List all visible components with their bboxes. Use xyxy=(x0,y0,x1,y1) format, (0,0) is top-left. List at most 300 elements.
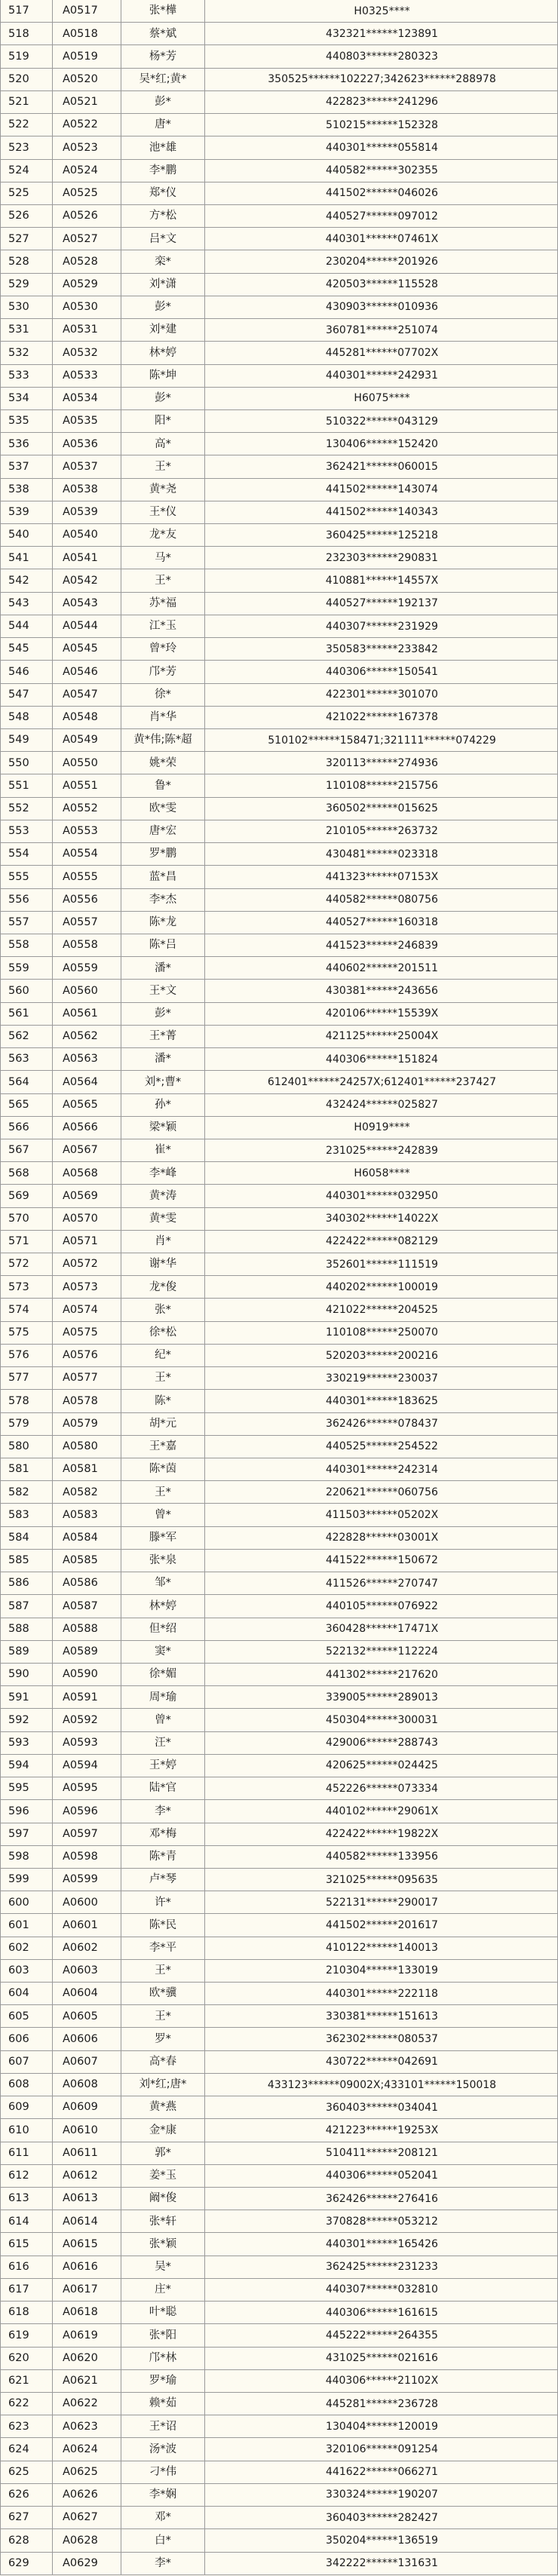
id-number-cell: 362421******060015 xyxy=(205,455,558,478)
row-number-cell: 592 xyxy=(1,1709,53,1731)
row-number-cell: 626 xyxy=(1,2484,53,2507)
name-cell: 肖* xyxy=(121,1231,205,1253)
id-number-cell: H6058**** xyxy=(205,1162,558,1185)
code-cell: A0542 xyxy=(53,569,121,592)
row-number-cell: 558 xyxy=(1,934,53,957)
row-number-cell: 528 xyxy=(1,250,53,273)
name-cell: 陈*民 xyxy=(121,1914,205,1937)
row-number-cell: 583 xyxy=(1,1504,53,1526)
id-number-cell: 410122******140013 xyxy=(205,1937,558,1960)
code-cell: A0544 xyxy=(53,615,121,638)
code-cell: A0599 xyxy=(53,1869,121,1891)
row-number-cell: 572 xyxy=(1,1253,53,1276)
row-number-cell: 616 xyxy=(1,2256,53,2279)
code-cell: A0519 xyxy=(53,45,121,68)
id-number-cell: 360781******251074 xyxy=(205,319,558,342)
name-cell: 林*婷 xyxy=(121,1595,205,1618)
name-cell: 郑*仪 xyxy=(121,182,205,205)
id-number-cell: 230204******201926 xyxy=(205,250,558,273)
code-cell: A0596 xyxy=(53,1800,121,1823)
name-cell: 邹* xyxy=(121,1572,205,1595)
id-number-cell: 342222******131631 xyxy=(205,2553,558,2575)
name-cell: 欧*雯 xyxy=(121,798,205,820)
row-number-cell: 532 xyxy=(1,342,53,364)
id-number-cell: 522131******290017 xyxy=(205,1891,558,1914)
row-number-cell: 519 xyxy=(1,45,53,68)
row-number-cell: 559 xyxy=(1,957,53,980)
id-number-cell: 452226******073334 xyxy=(205,1777,558,1800)
row-number-cell: 574 xyxy=(1,1299,53,1321)
code-cell: A0608 xyxy=(53,2074,121,2096)
id-number-cell: 370828******053212 xyxy=(205,2210,558,2233)
id-number-cell: 441523******246839 xyxy=(205,934,558,957)
name-cell: 郭* xyxy=(121,2142,205,2165)
code-cell: A0570 xyxy=(53,1208,121,1231)
id-number-cell: 420106******15539X xyxy=(205,1003,558,1026)
name-cell: 王*婷 xyxy=(121,1755,205,1777)
row-number-cell: 542 xyxy=(1,569,53,592)
id-number-cell: 360502******015625 xyxy=(205,798,558,820)
row-number-cell: 536 xyxy=(1,433,53,455)
code-cell: A0611 xyxy=(53,2142,121,2165)
row-number-cell: 588 xyxy=(1,1618,53,1641)
row-number-cell: 573 xyxy=(1,1276,53,1299)
row-number-cell: 526 xyxy=(1,205,53,228)
code-cell: A0575 xyxy=(53,1322,121,1345)
id-number-cell: 431025******021616 xyxy=(205,2348,558,2370)
name-cell: 张* xyxy=(121,1299,205,1321)
id-number-cell: 441522******150672 xyxy=(205,1550,558,1572)
row-number-cell: 577 xyxy=(1,1367,53,1390)
id-number-cell: 440301******183625 xyxy=(205,1390,558,1412)
row-number-cell: 523 xyxy=(1,136,53,159)
code-cell: A0522 xyxy=(53,114,121,136)
row-number-cell: 547 xyxy=(1,684,53,707)
id-number-cell: 410881******14557X xyxy=(205,569,558,592)
id-number-cell: 130404******120019 xyxy=(205,2415,558,2438)
code-cell: A0518 xyxy=(53,23,121,45)
name-cell: 王*嘉 xyxy=(121,1436,205,1458)
id-number-cell: 510411******208121 xyxy=(205,2142,558,2165)
id-number-cell: 362426******078437 xyxy=(205,1413,558,1436)
name-cell: 梁*颖 xyxy=(121,1117,205,1139)
id-number-cell: 430903******010936 xyxy=(205,296,558,319)
id-number-cell: 350204******136519 xyxy=(205,2529,558,2552)
name-cell: 纪* xyxy=(121,1345,205,1367)
id-number-cell: 350583******233842 xyxy=(205,638,558,661)
name-cell: 肖*华 xyxy=(121,707,205,729)
row-number-cell: 613 xyxy=(1,2188,53,2210)
name-cell: 刁*伟 xyxy=(121,2461,205,2484)
name-cell: 江*玉 xyxy=(121,615,205,638)
name-cell: 陈*坤 xyxy=(121,365,205,388)
code-cell: A0615 xyxy=(53,2233,121,2256)
id-number-cell: 421223******19253X xyxy=(205,2119,558,2142)
code-cell: A0619 xyxy=(53,2324,121,2347)
id-number-cell: 350525******102227;342623******288978 xyxy=(205,69,558,91)
code-cell: A0531 xyxy=(53,319,121,342)
name-cell: 卢*琴 xyxy=(121,1869,205,1891)
id-number-cell: 441502******201617 xyxy=(205,1914,558,1937)
code-cell: A0538 xyxy=(53,479,121,501)
code-cell: A0583 xyxy=(53,1504,121,1526)
name-cell: 陈*茵 xyxy=(121,1458,205,1481)
name-cell: 邓*梅 xyxy=(121,1823,205,1846)
code-cell: A0595 xyxy=(53,1777,121,1800)
row-number-cell: 564 xyxy=(1,1071,53,1093)
code-cell: A0537 xyxy=(53,455,121,478)
name-cell: 潘* xyxy=(121,957,205,980)
row-number-cell: 518 xyxy=(1,23,53,45)
name-cell: 王*菁 xyxy=(121,1026,205,1048)
id-number-cell: 520203******200216 xyxy=(205,1345,558,1367)
row-number-cell: 544 xyxy=(1,615,53,638)
row-number-cell: 539 xyxy=(1,501,53,524)
name-cell: 龙*友 xyxy=(121,524,205,547)
name-cell: 陆*官 xyxy=(121,1777,205,1800)
id-number-cell: 432321******123891 xyxy=(205,23,558,45)
id-number-cell: 440527******192137 xyxy=(205,593,558,615)
id-number-cell: 441502******046026 xyxy=(205,182,558,205)
id-number-cell: 422828******03001X xyxy=(205,1527,558,1550)
code-cell: A0563 xyxy=(53,1048,121,1071)
code-cell: A0554 xyxy=(53,843,121,866)
name-cell: 王* xyxy=(121,1960,205,1983)
id-number-cell: 440602******201511 xyxy=(205,957,558,980)
name-cell: 陈*青 xyxy=(121,1846,205,1869)
id-number-cell: 440301******032950 xyxy=(205,1185,558,1207)
row-number-cell: 534 xyxy=(1,388,53,410)
row-number-cell: 567 xyxy=(1,1139,53,1162)
row-number-cell: 565 xyxy=(1,1094,53,1117)
name-cell: 阳* xyxy=(121,410,205,433)
name-cell: 姚*荣 xyxy=(121,752,205,774)
code-cell: A0603 xyxy=(53,1960,121,1983)
code-cell: A0521 xyxy=(53,91,121,114)
row-number-cell: 555 xyxy=(1,866,53,888)
row-number-cell: 618 xyxy=(1,2302,53,2324)
name-cell: 蔡*斌 xyxy=(121,23,205,45)
id-number-cell: 360428******17471X xyxy=(205,1618,558,1641)
name-cell: 苏*福 xyxy=(121,593,205,615)
name-cell: 邝*林 xyxy=(121,2348,205,2370)
name-cell: 高*春 xyxy=(121,2051,205,2074)
row-number-cell: 608 xyxy=(1,2074,53,2096)
code-cell: A0569 xyxy=(53,1185,121,1207)
name-cell: 马* xyxy=(121,547,205,569)
code-cell: A0524 xyxy=(53,160,121,182)
id-number-cell: 231025******242839 xyxy=(205,1139,558,1162)
name-cell: 林*婷 xyxy=(121,342,205,364)
id-number-cell: 430722******042691 xyxy=(205,2051,558,2074)
id-number-cell: 429006******288743 xyxy=(205,1732,558,1755)
id-number-cell: 421022******167378 xyxy=(205,707,558,729)
name-cell: 龙*俊 xyxy=(121,1276,205,1299)
name-cell: 黄*尧 xyxy=(121,479,205,501)
id-number-cell: 440582******302355 xyxy=(205,160,558,182)
id-number-cell: 360403******034041 xyxy=(205,2096,558,2119)
row-number-cell: 566 xyxy=(1,1117,53,1139)
id-number-cell: 440301******165426 xyxy=(205,2233,558,2256)
row-number-cell: 543 xyxy=(1,593,53,615)
id-number-cell: 422301******301070 xyxy=(205,684,558,707)
code-cell: A0556 xyxy=(53,889,121,912)
code-cell: A0530 xyxy=(53,296,121,319)
row-number-cell: 620 xyxy=(1,2348,53,2370)
id-number-cell: 450304******300031 xyxy=(205,1709,558,1731)
row-number-cell: 545 xyxy=(1,638,53,661)
code-cell: A0625 xyxy=(53,2461,121,2484)
row-number-cell: 538 xyxy=(1,479,53,501)
code-cell: A0566 xyxy=(53,1117,121,1139)
code-cell: A0550 xyxy=(53,752,121,774)
row-number-cell: 552 xyxy=(1,798,53,820)
row-number-cell: 579 xyxy=(1,1413,53,1436)
name-cell: 彭* xyxy=(121,296,205,319)
row-number-cell: 621 xyxy=(1,2370,53,2393)
id-number-cell: 445281******236728 xyxy=(205,2393,558,2415)
name-cell: 庄* xyxy=(121,2279,205,2302)
code-cell: A0553 xyxy=(53,820,121,843)
id-number-cell: 360403******282427 xyxy=(205,2507,558,2529)
id-number-cell: 440803******280323 xyxy=(205,45,558,68)
code-cell: A0567 xyxy=(53,1139,121,1162)
code-cell: A0580 xyxy=(53,1436,121,1458)
id-number-cell: 420503******115528 xyxy=(205,274,558,296)
id-number-cell: 440527******097012 xyxy=(205,205,558,228)
id-number-cell: 232303******290831 xyxy=(205,547,558,569)
id-number-cell: 510215******152328 xyxy=(205,114,558,136)
id-number-cell: 320106******091254 xyxy=(205,2438,558,2461)
code-cell: A0573 xyxy=(53,1276,121,1299)
id-number-cell: 441302******217620 xyxy=(205,1664,558,1686)
id-number-cell: 130406******152420 xyxy=(205,433,558,455)
row-number-cell: 606 xyxy=(1,2028,53,2050)
row-number-cell: 627 xyxy=(1,2507,53,2529)
row-number-cell: 610 xyxy=(1,2119,53,2142)
code-cell: A0623 xyxy=(53,2415,121,2438)
row-number-cell: 571 xyxy=(1,1231,53,1253)
id-number-cell: 362426******276416 xyxy=(205,2188,558,2210)
row-number-cell: 584 xyxy=(1,1527,53,1550)
id-number-cell: 352601******111519 xyxy=(205,1253,558,1276)
code-cell: A0587 xyxy=(53,1595,121,1618)
name-cell: 方*松 xyxy=(121,205,205,228)
name-cell: 王* xyxy=(121,1367,205,1390)
row-number-cell: 602 xyxy=(1,1937,53,1960)
name-cell: 周*瑜 xyxy=(121,1686,205,1709)
code-cell: A0593 xyxy=(53,1732,121,1755)
id-number-cell: 220621******060756 xyxy=(205,1481,558,1504)
id-number-cell: 440582******133956 xyxy=(205,1846,558,1869)
row-number-cell: 549 xyxy=(1,729,53,752)
row-number-cell: 560 xyxy=(1,980,53,1002)
code-cell: A0604 xyxy=(53,1983,121,2005)
row-number-cell: 624 xyxy=(1,2438,53,2461)
code-cell: A0598 xyxy=(53,1846,121,1869)
row-number-cell: 522 xyxy=(1,114,53,136)
name-cell: 彭* xyxy=(121,91,205,114)
name-cell: 赖*茹 xyxy=(121,2393,205,2415)
name-cell: 张*泉 xyxy=(121,1550,205,1572)
row-number-cell: 623 xyxy=(1,2415,53,2438)
row-number-cell: 600 xyxy=(1,1891,53,1914)
name-cell: 唐*宏 xyxy=(121,820,205,843)
id-number-cell: 441622******066271 xyxy=(205,2461,558,2484)
name-cell: 唐* xyxy=(121,114,205,136)
row-number-cell: 590 xyxy=(1,1664,53,1686)
name-cell: 李*娴 xyxy=(121,2484,205,2507)
code-cell: A0621 xyxy=(53,2370,121,2393)
name-cell: 栾* xyxy=(121,250,205,273)
code-cell: A0588 xyxy=(53,1618,121,1641)
name-cell: 欧*骥 xyxy=(121,1983,205,2005)
id-number-cell: 421022******204525 xyxy=(205,1299,558,1321)
id-number-cell: 440306******150541 xyxy=(205,661,558,683)
code-cell: A0574 xyxy=(53,1299,121,1321)
name-cell: 胡*元 xyxy=(121,1413,205,1436)
name-cell: 刘*建 xyxy=(121,319,205,342)
id-number-cell: H6075**** xyxy=(205,388,558,410)
row-number-cell: 578 xyxy=(1,1390,53,1412)
row-number-cell: 563 xyxy=(1,1048,53,1071)
name-cell: 黄*伟;陈*超 xyxy=(121,729,205,752)
code-cell: A0547 xyxy=(53,684,121,707)
id-number-cell: 411526******270747 xyxy=(205,1572,558,1595)
code-cell: A0533 xyxy=(53,365,121,388)
id-number-cell: H0919**** xyxy=(205,1117,558,1139)
name-cell: 张*轩 xyxy=(121,2210,205,2233)
name-cell: 蓝*昌 xyxy=(121,866,205,888)
code-cell: A0565 xyxy=(53,1094,121,1117)
code-cell: A0543 xyxy=(53,593,121,615)
code-cell: A0545 xyxy=(53,638,121,661)
row-number-cell: 611 xyxy=(1,2142,53,2165)
row-number-cell: 554 xyxy=(1,843,53,866)
code-cell: A0582 xyxy=(53,1481,121,1504)
row-number-cell: 551 xyxy=(1,774,53,797)
code-cell: A0571 xyxy=(53,1231,121,1253)
id-number-cell: 441502******143074 xyxy=(205,479,558,501)
code-cell: A0549 xyxy=(53,729,121,752)
code-cell: A0560 xyxy=(53,980,121,1002)
code-cell: A0590 xyxy=(53,1664,121,1686)
row-number-cell: 541 xyxy=(1,547,53,569)
row-number-cell: 607 xyxy=(1,2051,53,2074)
id-number-cell: 440301******242931 xyxy=(205,365,558,388)
id-number-cell: 440306******052041 xyxy=(205,2165,558,2188)
name-cell: 李*鹏 xyxy=(121,160,205,182)
id-number-cell: 440102******29061X xyxy=(205,1800,558,1823)
code-cell: A0612 xyxy=(53,2165,121,2188)
code-cell: A0551 xyxy=(53,774,121,797)
row-number-cell: 568 xyxy=(1,1162,53,1185)
row-number-cell: 619 xyxy=(1,2324,53,2347)
code-cell: A0628 xyxy=(53,2529,121,2552)
id-number-cell: 440301******222118 xyxy=(205,1983,558,2005)
name-cell: 陈* xyxy=(121,1390,205,1412)
name-cell: 刘*;曹* xyxy=(121,1071,205,1093)
row-number-cell: 595 xyxy=(1,1777,53,1800)
id-number-cell: 440301******055814 xyxy=(205,136,558,159)
name-cell: 吕*文 xyxy=(121,228,205,250)
id-number-cell: 110108******250070 xyxy=(205,1322,558,1345)
code-cell: A0613 xyxy=(53,2188,121,2210)
name-cell: 徐*媚 xyxy=(121,1664,205,1686)
row-number-cell: 593 xyxy=(1,1732,53,1755)
id-number-cell: 362302******080537 xyxy=(205,2028,558,2050)
row-number-cell: 594 xyxy=(1,1755,53,1777)
row-number-cell: 591 xyxy=(1,1686,53,1709)
row-number-cell: 533 xyxy=(1,365,53,388)
row-number-cell: 540 xyxy=(1,524,53,547)
name-cell: 彭* xyxy=(121,388,205,410)
name-cell: 高* xyxy=(121,433,205,455)
code-cell: A0576 xyxy=(53,1345,121,1367)
name-cell: 崔* xyxy=(121,1139,205,1162)
code-cell: A0605 xyxy=(53,2005,121,2028)
name-cell: 李*平 xyxy=(121,1937,205,1960)
row-number-cell: 598 xyxy=(1,1846,53,1869)
code-cell: A0568 xyxy=(53,1162,121,1185)
code-cell: A0626 xyxy=(53,2484,121,2507)
code-cell: A0528 xyxy=(53,250,121,273)
id-number-cell: 110108******215756 xyxy=(205,774,558,797)
code-cell: A0534 xyxy=(53,388,121,410)
row-number-cell: 597 xyxy=(1,1823,53,1846)
name-cell: 王* xyxy=(121,569,205,592)
code-cell: A0617 xyxy=(53,2279,121,2302)
name-cell: 彭* xyxy=(121,1003,205,1026)
row-number-cell: 550 xyxy=(1,752,53,774)
name-cell: 谢*华 xyxy=(121,1253,205,1276)
id-number-cell: 340302******14022X xyxy=(205,1208,558,1231)
name-cell: 陈*龙 xyxy=(121,912,205,934)
code-cell: A0548 xyxy=(53,707,121,729)
code-cell: A0526 xyxy=(53,205,121,228)
code-cell: A0602 xyxy=(53,1937,121,1960)
code-cell: A0581 xyxy=(53,1458,121,1481)
row-number-cell: 596 xyxy=(1,1800,53,1823)
code-cell: A0591 xyxy=(53,1686,121,1709)
code-cell: A0616 xyxy=(53,2256,121,2279)
code-cell: A0558 xyxy=(53,934,121,957)
id-number-cell: 522132******112224 xyxy=(205,1641,558,1664)
code-cell: A0586 xyxy=(53,1572,121,1595)
name-cell: 刘*红;唐* xyxy=(121,2074,205,2096)
id-number-cell: 440582******080756 xyxy=(205,889,558,912)
row-number-cell: 576 xyxy=(1,1345,53,1367)
row-number-cell: 546 xyxy=(1,661,53,683)
name-cell: 姜*玉 xyxy=(121,2165,205,2188)
code-cell: A0620 xyxy=(53,2348,121,2370)
row-number-cell: 530 xyxy=(1,296,53,319)
id-number-cell: 440527******160318 xyxy=(205,912,558,934)
id-number-cell: 440525******254522 xyxy=(205,1436,558,1458)
id-number-cell: 420625******024425 xyxy=(205,1755,558,1777)
name-cell: 许* xyxy=(121,1891,205,1914)
code-cell: A0541 xyxy=(53,547,121,569)
id-number-cell: 210304******133019 xyxy=(205,1960,558,1983)
name-cell: 阚*俊 xyxy=(121,2188,205,2210)
code-cell: A0546 xyxy=(53,661,121,683)
id-number-cell: 330324******190207 xyxy=(205,2484,558,2507)
code-cell: A0579 xyxy=(53,1413,121,1436)
id-number-cell: 330219******230037 xyxy=(205,1367,558,1390)
id-number-cell: 422422******19822X xyxy=(205,1823,558,1846)
code-cell: A0610 xyxy=(53,2119,121,2142)
id-number-cell: 440301******242314 xyxy=(205,1458,558,1481)
